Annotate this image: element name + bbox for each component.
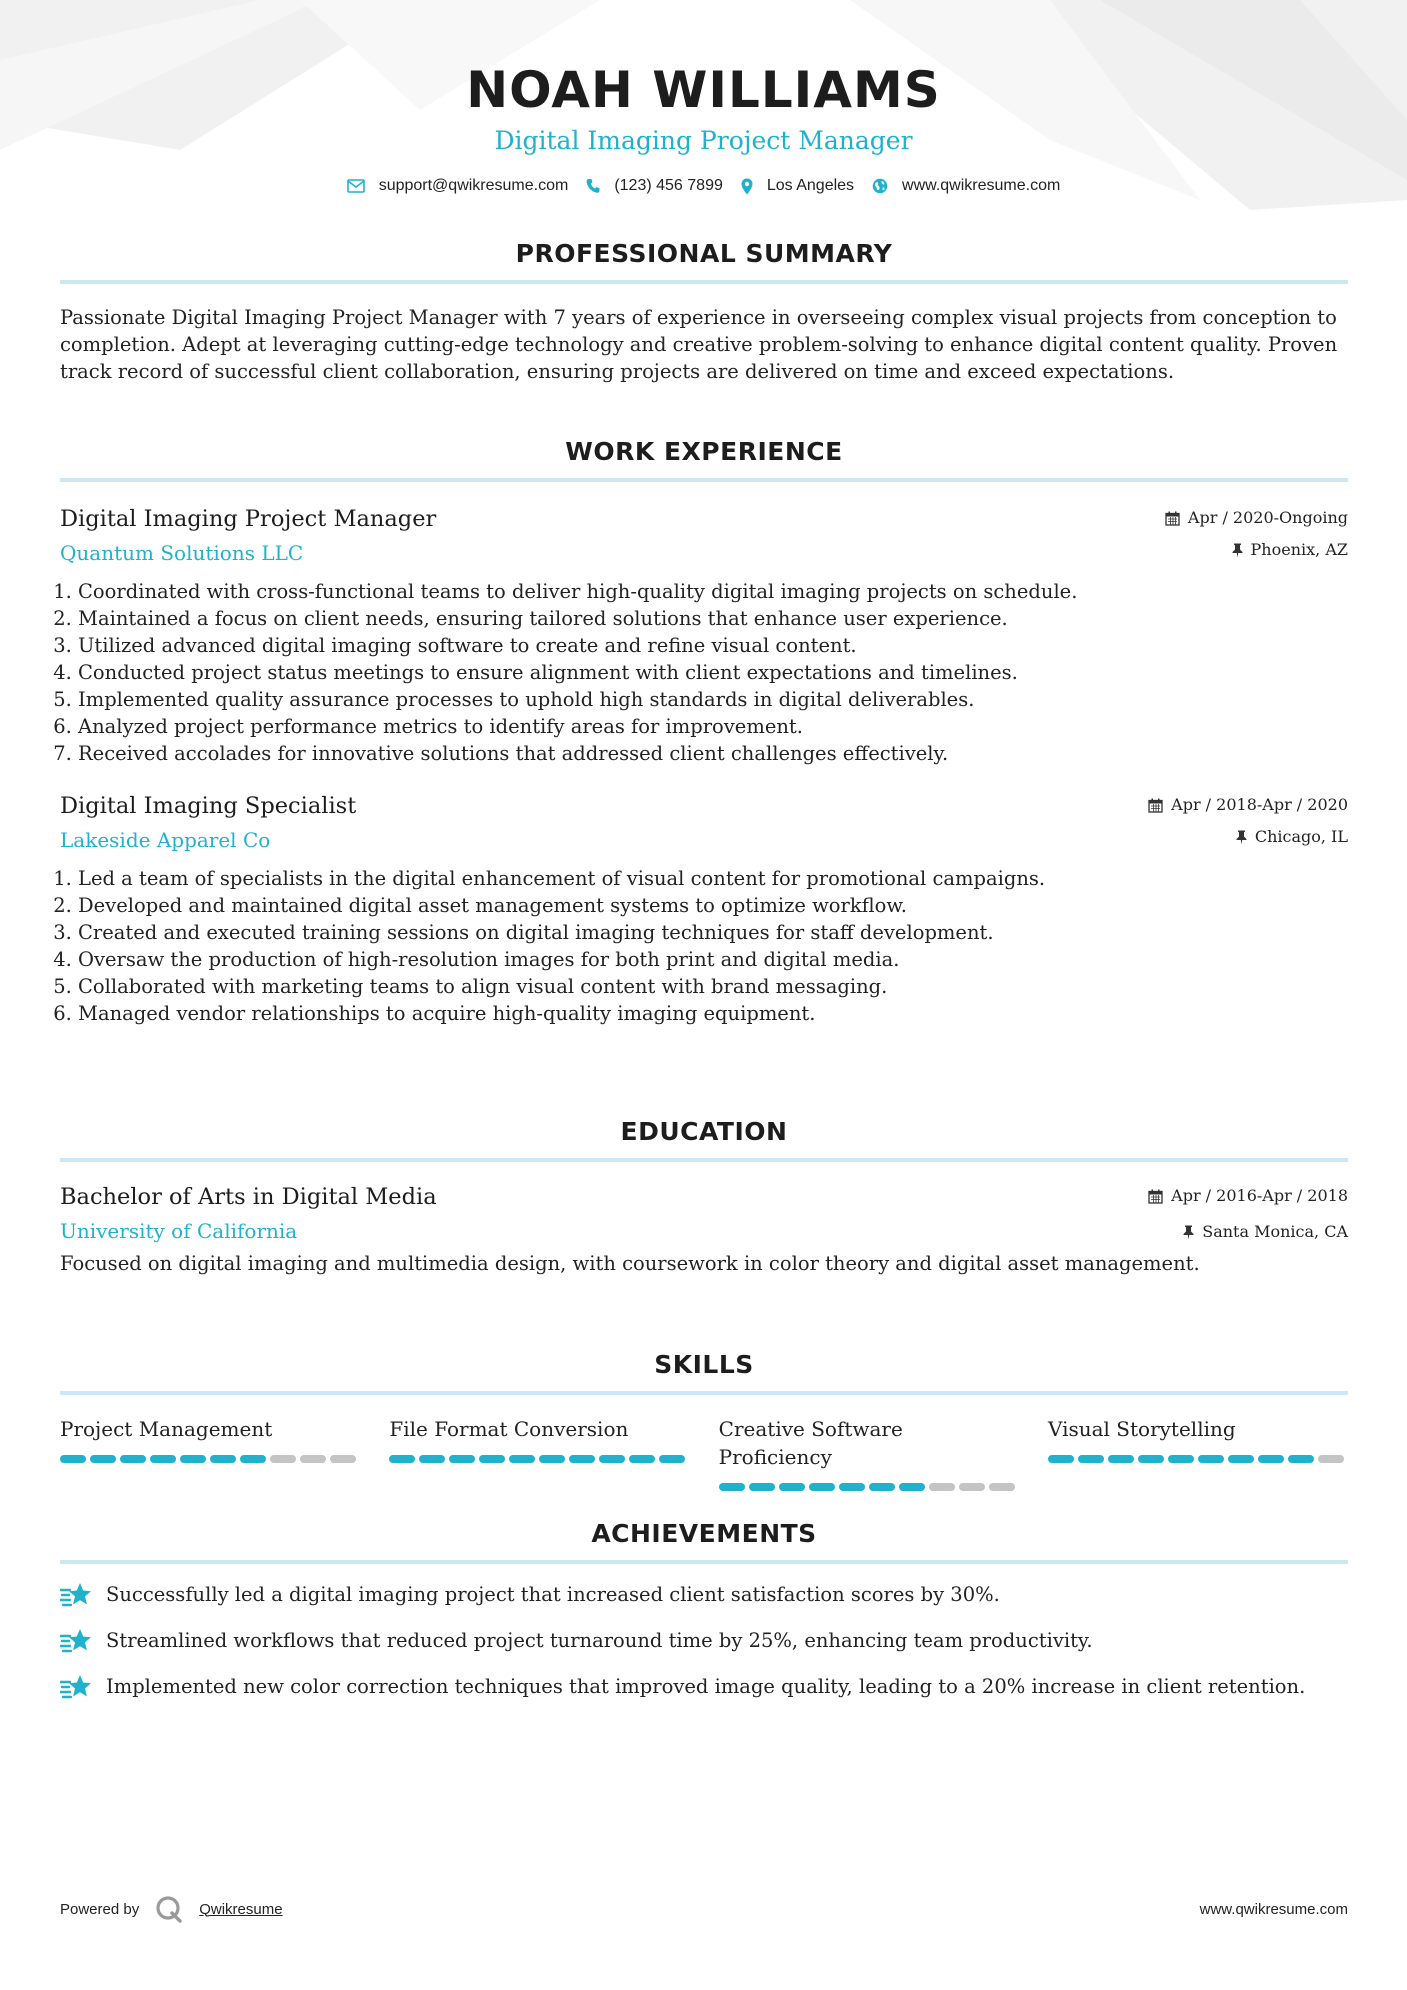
list-item: 7. Received accolades for innovative solutions that addressed client challenges effectively.	[78, 740, 1348, 767]
job-company: Lakeside Apparel Co	[60, 828, 271, 852]
skill-segment-empty	[330, 1455, 356, 1463]
skill-segment-filled	[1228, 1455, 1254, 1463]
pushpin-icon	[1183, 1225, 1194, 1240]
list-item: 6. Managed vendor relationships to acquire high-quality imaging equipment.	[78, 1000, 1348, 1027]
list-item: 4. Conducted project status meetings to ensure alignment with client expectations and timelines.	[78, 659, 1348, 686]
skill-segment-empty	[1318, 1455, 1344, 1463]
contact-location	[741, 177, 854, 195]
skill-segment-filled	[539, 1455, 565, 1463]
job-bullets	[60, 578, 1348, 767]
skill-segment-filled	[180, 1455, 206, 1463]
job-meta	[1148, 795, 1348, 847]
section-divider	[60, 478, 1348, 482]
skill-segment-filled	[240, 1455, 266, 1463]
shooting-star-icon	[60, 1580, 94, 1610]
website-text: www.qwikresume.com	[902, 177, 1061, 194]
skill-name: Creative Software Proficiency	[718, 1417, 903, 1469]
experience-section	[60, 434, 1348, 1027]
job-dates: Apr / 2018-Apr / 2020	[1171, 795, 1348, 814]
list-item: 4. Oversaw the production of high-resolution images for both print and digital media.	[78, 946, 1348, 973]
skill-segment-filled	[1258, 1455, 1284, 1463]
summary-text: Passionate Digital Imaging Project Manager with 7 years of experience in overseeing complex visual projects from conception to completion. Adept at leveraging cutting-edge technology and creative problem-solving to enhance digital content quality. Proven track record of successful client collaboration, ensuring projects are delivered on time and exceed expectations.	[60, 306, 1338, 383]
pushpin-icon	[1232, 543, 1243, 558]
skill-segment-filled	[779, 1483, 805, 1491]
calendar-icon	[1148, 798, 1163, 813]
degree-title: Bachelor of Arts in Digital Media	[60, 1184, 437, 1210]
list-item: 3. Created and executed training sessions on digital imaging techniques for staff development.	[78, 919, 1348, 946]
job-entry	[60, 504, 1348, 767]
achievement-text: Implemented new color correction techniques that improved image quality, leading to a 20% increase in client retention.	[106, 1675, 1306, 1698]
skill-segment-filled	[1288, 1455, 1314, 1463]
pushpin-icon	[1236, 830, 1247, 845]
skill-item	[719, 1415, 1019, 1491]
job-location: Chicago, IL	[1254, 827, 1348, 846]
summary-heading: PROFESSIONAL SUMMARY	[515, 239, 893, 268]
section-divider	[60, 1391, 1348, 1395]
skill-segment-filled	[839, 1483, 865, 1491]
skill-segment-empty	[929, 1483, 955, 1491]
job-meta	[1165, 508, 1348, 560]
skill-segment-filled	[389, 1455, 415, 1463]
skill-segment-filled	[599, 1455, 625, 1463]
achievement-item	[60, 1626, 1348, 1656]
location-text: Los Angeles	[766, 177, 855, 194]
job-title: Digital Imaging Project Manager	[60, 506, 437, 532]
phone-icon	[586, 178, 600, 194]
list-item: 3. Utilized advanced digital imaging software to create and refine visual content.	[78, 632, 1348, 659]
achievement-item	[60, 1672, 1348, 1702]
achievement-text: Streamlined workflows that reduced project turnaround time by 25%, enhancing team productivity.	[106, 1629, 1093, 1652]
skills-heading: SKILLS	[654, 1350, 754, 1379]
envelope-icon	[347, 179, 365, 193]
skills-list	[60, 1415, 1348, 1491]
skill-segment-empty	[989, 1483, 1015, 1491]
education-entry	[60, 1182, 1348, 1277]
education-description: Focused on digital imaging and multimedia design, with coursework in color theory and digital asset management.	[60, 1252, 1200, 1275]
list-item: 6. Analyzed project performance metrics to identify areas for improvement.	[78, 713, 1348, 740]
skill-name: Visual Storytelling	[1047, 1417, 1236, 1441]
skill-segment-filled	[1138, 1455, 1164, 1463]
skill-segment-filled	[719, 1483, 745, 1491]
globe-icon	[872, 178, 888, 194]
skill-segment-filled	[569, 1455, 595, 1463]
school-name: University of California	[60, 1219, 298, 1243]
experience-heading: WORK EXPERIENCE	[565, 437, 843, 466]
skill-item	[1048, 1415, 1348, 1491]
job-entry	[60, 791, 1348, 1027]
skill-level-bar	[60, 1455, 360, 1463]
skill-level-bar	[389, 1455, 689, 1463]
skill-level-bar	[1048, 1455, 1348, 1463]
skill-segment-filled	[659, 1455, 685, 1463]
contact-website[interactable]	[872, 177, 1060, 195]
skill-segment-filled	[899, 1483, 925, 1491]
skill-segment-filled	[809, 1483, 835, 1491]
achievements-list	[60, 1580, 1348, 1702]
list-item: 5. Implemented quality assurance processes to uphold high standards in digital deliverables.	[78, 686, 1348, 713]
education-heading: EDUCATION	[620, 1117, 788, 1146]
map-pin-icon	[741, 178, 753, 195]
skill-segment-filled	[60, 1455, 86, 1463]
shooting-star-icon	[60, 1672, 94, 1702]
skill-segment-filled	[869, 1483, 895, 1491]
skill-item	[60, 1415, 360, 1491]
candidate-name: NOAH WILLIAMS	[466, 61, 941, 119]
calendar-icon	[1148, 1189, 1163, 1204]
footer-branding	[60, 1895, 283, 1923]
list-item: 1. Led a team of specialists in the digital enhancement of visual content for promotional campaigns.	[78, 865, 1348, 892]
section-divider	[60, 1158, 1348, 1162]
skill-segment-filled	[1198, 1455, 1224, 1463]
skill-segment-empty	[270, 1455, 296, 1463]
skill-segment-filled	[629, 1455, 655, 1463]
list-item: 2. Maintained a focus on client needs, ensuring tailored solutions that enhance user experience.	[78, 605, 1348, 632]
skill-segment-filled	[479, 1455, 505, 1463]
achievements-section	[60, 1516, 1348, 1702]
powered-by-text: Powered by	[60, 1900, 140, 1918]
skill-name: File Format Conversion	[389, 1417, 629, 1441]
skill-segment-filled	[509, 1455, 535, 1463]
contact-bar	[0, 177, 1407, 195]
skill-segment-filled	[1078, 1455, 1104, 1463]
phone-text: (123) 456 7899	[614, 177, 723, 194]
skill-item	[389, 1415, 689, 1491]
contact-email[interactable]	[347, 177, 569, 195]
skill-segment-filled	[1168, 1455, 1194, 1463]
skill-segment-filled	[90, 1455, 116, 1463]
skill-segment-filled	[419, 1455, 445, 1463]
resume-header	[0, 58, 1407, 195]
job-dates: Apr / 2020-Ongoing	[1187, 508, 1348, 527]
email-text: support@qwikresume.com	[378, 177, 569, 194]
skill-segment-filled	[1048, 1455, 1074, 1463]
skill-level-bar	[719, 1483, 1019, 1491]
skill-segment-filled	[120, 1455, 146, 1463]
footer-website[interactable]: www.qwikresume.com	[1199, 1900, 1348, 1918]
skill-segment-filled	[1108, 1455, 1134, 1463]
education-section	[60, 1114, 1348, 1277]
skill-segment-filled	[749, 1483, 775, 1491]
candidate-title: Digital Imaging Project Manager	[494, 126, 913, 155]
skill-segment-filled	[150, 1455, 176, 1463]
section-divider	[60, 1560, 1348, 1564]
skill-segment-empty	[300, 1455, 326, 1463]
achievement-text: Successfully led a digital imaging project that increased client satisfaction scores by 30%.	[106, 1583, 1000, 1606]
summary-section	[60, 236, 1348, 385]
achievements-heading: ACHIEVEMENTS	[591, 1519, 817, 1548]
calendar-icon	[1165, 511, 1180, 526]
list-item: 1. Coordinated with cross-functional teams to deliver high-quality digital imaging projects on schedule.	[78, 578, 1348, 605]
education-meta	[1148, 1186, 1348, 1242]
job-bullets	[60, 865, 1348, 1027]
list-item: 2. Developed and maintained digital asset management systems to optimize workflow.	[78, 892, 1348, 919]
list-item: 5. Collaborated with marketing teams to align visual content with brand messaging.	[78, 973, 1348, 1000]
qwikresume-link[interactable]: Qwikresume	[199, 1900, 283, 1918]
job-title: Digital Imaging Specialist	[60, 793, 357, 819]
skill-segment-filled	[210, 1455, 236, 1463]
education-location: Santa Monica, CA	[1202, 1222, 1348, 1241]
skill-segment-filled	[449, 1455, 475, 1463]
achievement-item	[60, 1580, 1348, 1610]
shooting-star-icon	[60, 1626, 94, 1656]
job-location: Phoenix, AZ	[1250, 540, 1348, 559]
footer	[60, 1895, 1348, 1923]
section-divider	[60, 280, 1348, 284]
skill-segment-empty	[959, 1483, 985, 1491]
qwikresume-logo-icon	[155, 1895, 185, 1923]
skill-name: Project Management	[60, 1417, 273, 1441]
job-company: Quantum Solutions LLC	[60, 541, 304, 565]
skills-section	[60, 1347, 1348, 1491]
education-dates: Apr / 2016-Apr / 2018	[1171, 1186, 1348, 1205]
contact-phone[interactable]	[586, 177, 723, 195]
